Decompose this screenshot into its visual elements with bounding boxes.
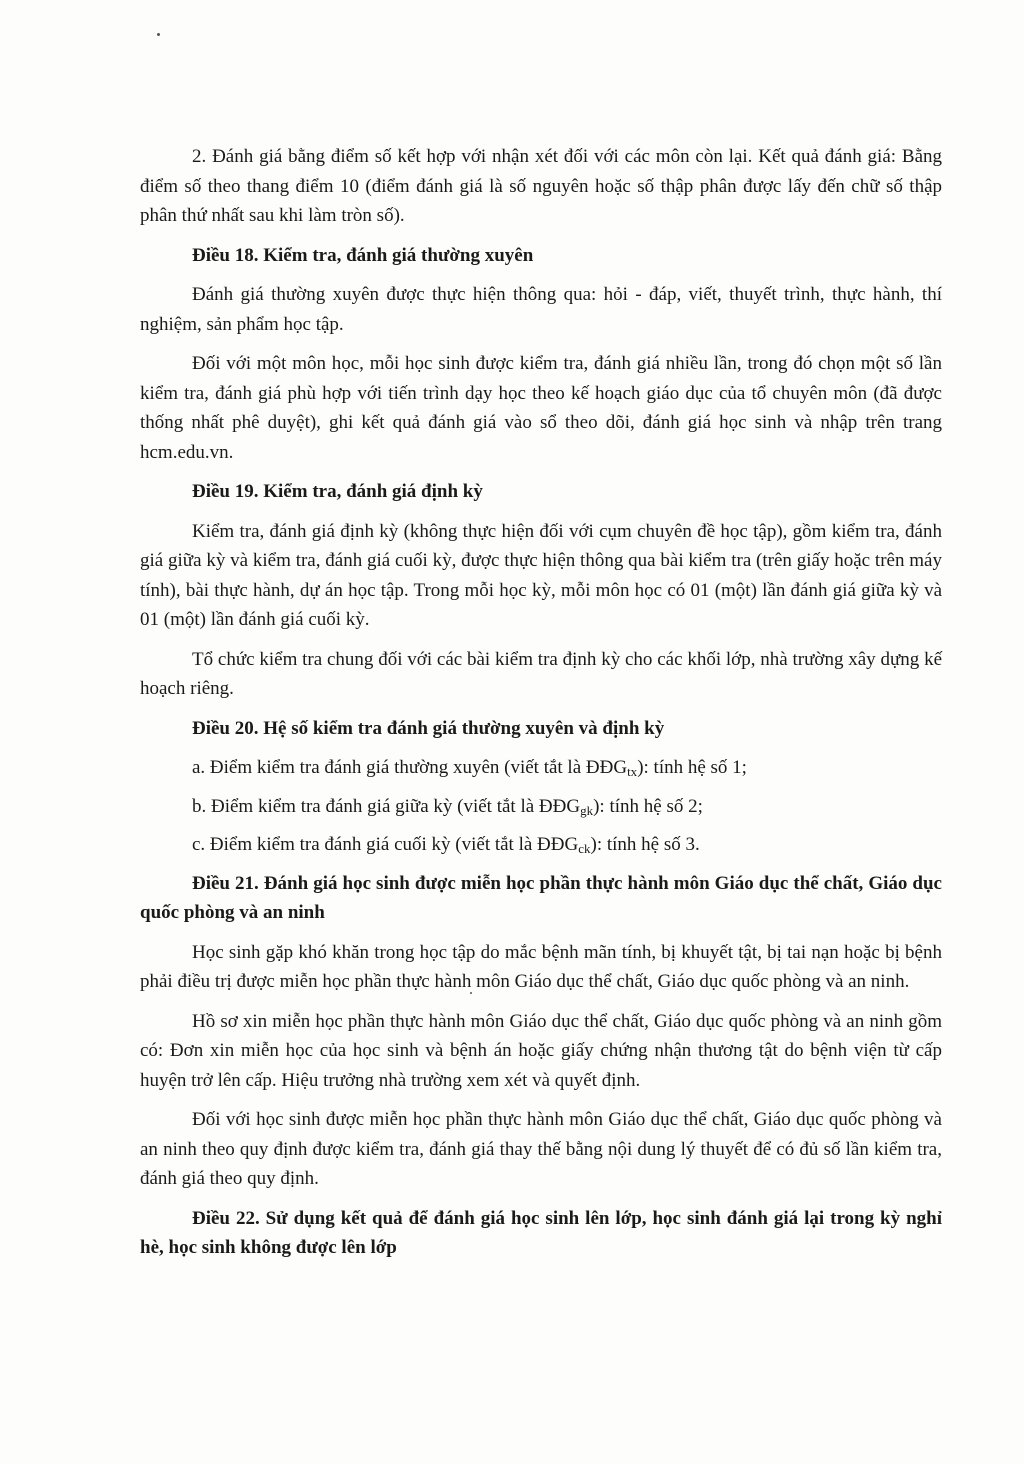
coefficient-text: b. Điểm kiểm tra đánh giá giữa kỳ (viết tắt là ĐĐG (192, 795, 581, 817)
coefficient-text: a. Điểm kiểm tra đánh giá thường xuyên (viết tắt là ĐĐG (192, 757, 628, 778)
coefficient-subscript: ck (578, 841, 591, 856)
paragraph: Đối với học sinh được miễn học phần thực hành môn Giáo dục thể chất, Giáo dục quốc phòng và an ninh theo quy định được kiểm tra, đánh giá thay thế bằng nội dung lý thuyết để có đủ số lần kiểm tra, đánh giá theo quy định. (140, 1109, 942, 1189)
document-body (140, 142, 942, 1273)
coefficient-text: ): tính hệ số 3. (590, 834, 700, 855)
heading-article-18: Điều 18. Kiểm tra, đánh giá thường xuyên (192, 244, 534, 266)
paragraph: Đánh giá thường xuyên được thực hiện thông qua: hỏi - đáp, viết, thuyết trình, thực hành, thí nghiệm, sản phẩm học tập. (140, 284, 942, 335)
coefficient-item-b (140, 792, 942, 822)
heading-article-20: Điều 20. Hệ số kiểm tra đánh giá thường xuyên và định kỳ (192, 717, 665, 739)
paragraph: Tổ chức kiểm tra chung đối với các bài kiểm tra định kỳ cho các khối lớp, nhà trường xây dựng kế hoạch riêng. (140, 648, 942, 699)
coefficient-item-a (140, 753, 942, 783)
scan-speck (157, 33, 160, 36)
coefficient-text: c. Điểm kiểm tra đánh giá cuối kỳ (viết tắt là ĐĐG (192, 834, 579, 855)
heading-article-19: Điều 19. Kiểm tra, đánh giá định kỳ (192, 481, 483, 502)
heading-article-22: Điều 22. Sử dụng kết quả để đánh giá học sinh lên lớp, học sinh đánh giá lại trong kỳ nghỉ hè, học sinh không được lên lớp (140, 1207, 942, 1258)
paragraph-section-2: 2. Đánh giá bằng điểm số kết hợp với nhận xét đối với các môn còn lại. Kết quả đánh giá: Bằng điểm số theo thang điểm 10 (điểm đánh giá là số nguyên hoặc số thập phân được lấy đến chữ số thập phân thứ nhất sau khi làm tròn số). (140, 146, 942, 226)
coefficient-text: ): tính hệ số 1; (637, 757, 747, 778)
heading-article-21: Điều 21. Đánh giá học sinh được miễn học phần thực hành môn Giáo dục thể chất, Giáo dục quốc phòng và an ninh (140, 872, 942, 923)
coefficient-item-c (140, 830, 942, 860)
coefficient-text: ): tính hệ số 2; (593, 795, 703, 817)
coefficient-subscript: tx (627, 764, 638, 779)
coefficient-subscript: gk (580, 802, 594, 818)
paragraph: Kiểm tra, đánh giá định kỳ (không thực hiện đối với cụm chuyên đề học tập), gồm kiểm tra, đánh giá giữa kỳ và kiểm tra, đánh giá cuối kỳ, được thực hiện thông qua bài kiểm tra (trên giấy hoặc trên máy tính), bài thực hành, dự án học tập. Trong mỗi học kỳ, mỗi môn học có 01 (một) lần đánh giá giữa kỳ và 01 (một) lần đánh giá cuối kỳ. (140, 520, 942, 630)
paragraph: Hồ sơ xin miễn học phần thực hành môn Giáo dục thể chất, Giáo dục quốc phòng và an ninh gồm có: Đơn xin miễn học của học sinh và bệnh án hoặc giấy chứng nhận thương tật do bệnh viện từ cấp huyện trở lên cấp. Hiệu trưởng nhà trường xem xét và quyết định. (140, 1010, 942, 1091)
paragraph: Học sinh gặp khó khăn trong học tập do mắc bệnh mãn tính, bị khuyết tật, bị tai nạn hoặc bị bệnh phải điều trị được miễn học phần thực hành môn Giáo dục thể chất, Giáo dục quốc phòng và an ninh. (140, 941, 942, 992)
paragraph: Đối với một môn học, mỗi học sinh được kiểm tra, đánh giá nhiều lần, trong đó chọn một số lần kiểm tra, đánh giá phù hợp với tiến trình dạy học theo kế hoạch giáo dục của tổ chuyên môn (đã được thống nhất phê duyệt), ghi kết quả đánh giá vào sổ theo dõi, đánh giá học sinh và nhập trên trang hcm.edu.vn. (140, 353, 942, 463)
